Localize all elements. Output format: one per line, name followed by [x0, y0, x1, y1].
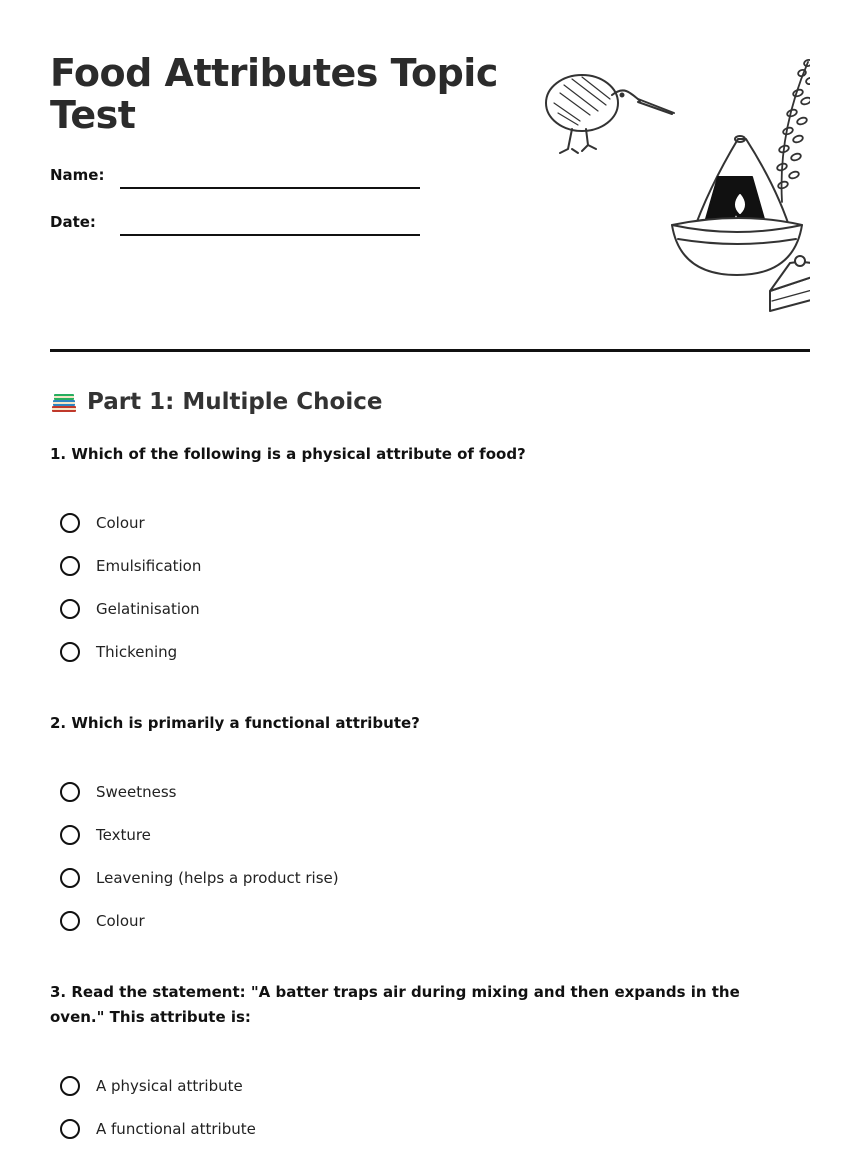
radio-button[interactable]	[60, 1119, 80, 1139]
option-label: Emulsification	[96, 557, 202, 575]
radio-button[interactable]	[60, 599, 80, 619]
date-field-line[interactable]	[120, 234, 420, 236]
radio-button[interactable]	[60, 1076, 80, 1096]
part1-heading	[50, 388, 382, 416]
option-label: A physical attribute	[96, 1077, 243, 1095]
q1-option-a[interactable]	[60, 510, 145, 536]
food-illustration	[540, 55, 810, 320]
option-label: Leavening (helps a product rise)	[96, 869, 339, 887]
date-label: Date:	[50, 213, 96, 231]
option-label: Texture	[96, 826, 151, 844]
option-label: Sweetness	[96, 783, 177, 801]
books-icon	[50, 388, 78, 416]
radio-button[interactable]	[60, 911, 80, 931]
q3-option-a[interactable]	[60, 1073, 243, 1099]
q1-option-c[interactable]	[60, 596, 200, 622]
radio-button[interactable]	[60, 825, 80, 845]
q3-option-b[interactable]	[60, 1116, 256, 1142]
kiwi-bird-icon	[546, 75, 674, 153]
question-1: 1. Which of the following is a physical attribute of food?	[50, 445, 526, 463]
q2-option-b[interactable]	[60, 822, 151, 848]
q2-option-c[interactable]	[60, 865, 339, 891]
q2-option-d[interactable]	[60, 908, 145, 934]
option-label: Thickening	[96, 643, 178, 661]
page-title: Food Attributes Topic Test	[50, 51, 498, 137]
option-label: A functional attribute	[96, 1120, 256, 1138]
radio-button[interactable]	[60, 513, 80, 533]
q1-option-d[interactable]	[60, 639, 177, 665]
option-label: Colour	[96, 912, 145, 930]
option-label: Gelatinisation	[96, 600, 200, 618]
part1-heading-text: Part 1: Multiple Choice	[87, 389, 383, 415]
herb-sprig-icon	[776, 59, 810, 202]
question-2: 2. Which is primarily a functional attribute?	[50, 714, 420, 732]
radio-button[interactable]	[60, 782, 80, 802]
radio-button[interactable]	[60, 556, 80, 576]
question-3: 3. Read the statement: "A batter traps air during mixing and then expands in the oven." This attribute is:	[50, 983, 740, 1026]
name-label: Name:	[50, 166, 105, 184]
option-label: Colour	[96, 514, 145, 532]
header-divider	[50, 349, 810, 352]
q2-option-a[interactable]	[60, 779, 177, 805]
q1-option-b[interactable]	[60, 553, 201, 579]
radio-button[interactable]	[60, 642, 80, 662]
name-field-line[interactable]	[120, 187, 420, 189]
radio-button[interactable]	[60, 868, 80, 888]
